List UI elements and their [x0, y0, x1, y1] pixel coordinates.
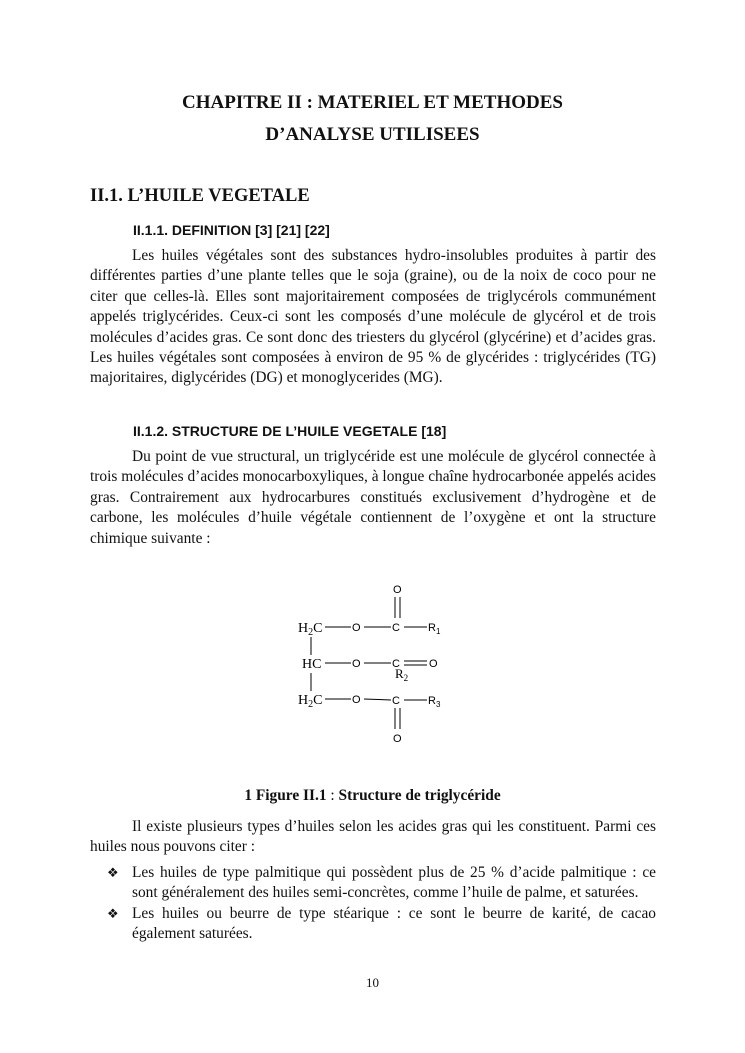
diamond-bullet-icon: ❖	[107, 905, 119, 921]
atom-r1: $R_1$	[428, 622, 441, 636]
definition-paragraph	[90, 246, 656, 389]
structure-paragraph	[90, 447, 656, 549]
types-intro-paragraph	[90, 817, 656, 858]
figure-caption-separator: :	[326, 787, 339, 804]
atom-h2c-top: $H_2C$	[298, 621, 323, 638]
oil-types-list	[107, 863, 656, 945]
list-item-text: Les huiles de type palmitique qui possèdent plus de 25 % d’acide palmitique : ce sont généralement des huiles semi-concrètes, comme l’huile de palme, et saturées.	[132, 864, 656, 902]
section-heading: II.1. L’HUILE VEGETALE	[90, 186, 310, 206]
atom-o-mid: O	[429, 658, 438, 670]
triglyceride-structure-figure	[290, 578, 470, 750]
atom-c-1: C	[392, 622, 400, 634]
list-item	[107, 863, 656, 904]
page-number: 10	[366, 975, 379, 990]
atom-o-top: O	[393, 584, 402, 596]
list-item-text: Les huiles ou beurre de type stéarique : ce sont le beurre de karité, de cacao également saturées.	[132, 904, 656, 943]
atom-h2c-bottom: $H_2C$	[298, 693, 323, 710]
chapter-title-line2: D’ANALYSE UTILISEES	[265, 124, 480, 145]
diamond-bullet-icon: ❖	[107, 865, 119, 880]
atom-c-3: C	[392, 695, 400, 707]
atom-c-2: C	[392, 658, 400, 670]
structure-text: Du point de vue structural, un triglycéride est une molécule de glycérol connectée à trois molécules d’acides monocarboxyliques, à longue chaîne hydrocarbonée appelés acides gras. Contrairement aux hydrocarbures constitués exclusivement d’hydrogène et de carbone, les molécules d’huile végétale contiennent de l’oxygène et ont la structure chimique suivante :	[90, 448, 656, 547]
figure-caption-title: Structure de triglycéride	[338, 787, 501, 804]
atom-o-ester-1: O	[352, 622, 361, 634]
types-intro-text: Il existe plusieurs types d’huiles selon les acides gras qui les constituent. Parmi ces huiles nous pouvons citer :	[90, 818, 656, 856]
definition-text: Les huiles végétales sont des substances hydro-insolubles produites à partir des différentes parties d’une plante telles que le soja (graine), ou de la noix de coco pour ne citer que celles-là. Elles sont majoritairement composées de triglycérols communément appelés triglycérides. Ceux-ci sont les composés d’une molécule de glycérol et de trois molécules d’acides gras. Ce sont donc des triesters du glycérol (glycérine) et d’acides gras. Les huiles végétales sont composées à environ de 95 % de glycérides : triglycérides (TG) majoritaires, diglycérides (DG) et monoglycerides (MG).	[90, 247, 656, 387]
atom-o-bottom: O	[393, 733, 402, 745]
atom-r2: $R_2$	[395, 666, 409, 683]
list-item	[107, 904, 656, 945]
figure-caption-label: 1 Figure II.1	[244, 787, 327, 804]
chapter-title-line1: CHAPITRE II : MATERIEL ET METHODES	[182, 92, 563, 113]
atom-o-ester-3: O	[352, 694, 361, 706]
atom-r3: $R_3$	[428, 695, 441, 709]
atom-o-ester-2: O	[352, 658, 361, 670]
bond-o3-c	[364, 699, 391, 700]
subsection-heading-structure: II.1.2. STRUCTURE DE L’HUILE VEGETALE [18]	[133, 423, 447, 439]
atom-hc-mid: HC	[302, 657, 322, 672]
figure-caption	[0, 787, 745, 805]
subsection-heading-definition: II.1.1. DEFINITION [3] [21] [22]	[133, 222, 330, 238]
